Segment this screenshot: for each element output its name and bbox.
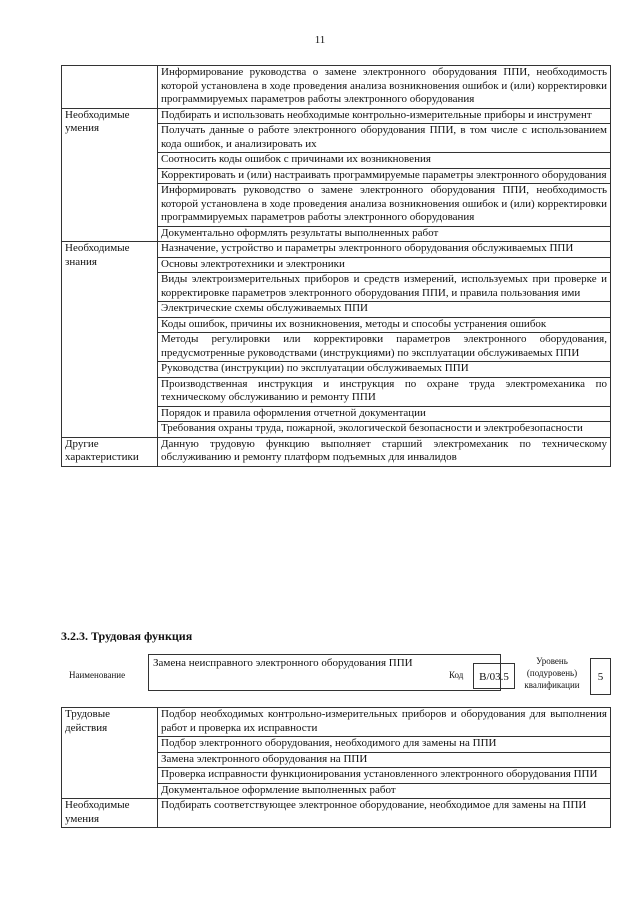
table-cell: Замена электронного оборудования на ППИ <box>158 752 611 768</box>
table-cell: Информировать руководство о замене электронного оборудования ППИ, необходимость которой установлена в ходе проведения анализа возникновения ошибок и (или) корректировки программируемых параметров работы электронного оборудования <box>158 184 611 227</box>
table-row <box>62 108 611 124</box>
table-cell: Требования охраны труда, пожарной, экологической безопасности и электробезопасности <box>158 422 611 438</box>
row-group-label: Другие характеристики <box>62 437 158 466</box>
table-cell: Руководства (инструкции) по эксплуатации обслуживаемых ППИ <box>158 362 611 378</box>
table-cell: Производственная инструкция и инструкция по охране труда электромеханика по техническому обслуживанию и ремонту ППИ <box>158 377 611 406</box>
table-bottom <box>61 707 611 828</box>
table-cell: Назначение, устройство и параметры электронного оборудования обслуживаемых ППИ <box>158 242 611 258</box>
page-number: 11 <box>314 34 326 46</box>
level-label: Уровень (подуровень) квалификации <box>524 656 580 690</box>
table-cell: Информирование руководства о замене электронного оборудования ППИ, необходимость которой установлена в ходе проведения анализа возникновения ошибок и (или) корректировки программируемых параметров работы электронного оборудования <box>158 66 611 109</box>
table-row <box>62 66 611 109</box>
table-cell: Проверка исправности функционирования установленного электронного оборудования ППИ <box>158 768 611 784</box>
row-group-label: Необходимые знания <box>62 242 158 438</box>
table-cell: Документальное оформление выполненных работ <box>158 783 611 799</box>
row-group-label <box>62 66 158 109</box>
code-label: Код <box>449 670 464 680</box>
row-group-label: Необходимые умения <box>62 108 158 242</box>
table-cell: Подбирать и использовать необходимые контрольно-измерительные приборы и инструмент <box>158 108 611 124</box>
table-cell: Основы электротехники и электроники <box>158 257 611 273</box>
name-value: Замена неисправного электронного оборудования ППИ <box>148 654 501 691</box>
section-title: 3.2.3. Трудовая функция <box>61 629 193 643</box>
table-row <box>62 242 611 258</box>
table-row <box>62 799 611 828</box>
table-cell: Данную трудовую функцию выполняет старший электромеханик по техническому обслуживанию и ремонту платформ подъемных для инвалидов <box>158 437 611 466</box>
table-cell: Электрические схемы обслуживаемых ППИ <box>158 302 611 318</box>
table-row <box>62 437 611 466</box>
function-header <box>61 654 611 700</box>
row-group-label: Необходимые умения <box>62 799 158 828</box>
name-label: Наименование <box>69 670 126 680</box>
table-row <box>62 708 611 737</box>
table-cell: Документально оформлять результаты выполненных работ <box>158 226 611 242</box>
table-cell: Коды ошибок, причины их возникновения, методы и способы устранения ошибок <box>158 317 611 333</box>
table-cell: Виды электроизмерительных приборов и средств измерений, используемых при проверке и корректировке параметров электронного оборудования ППИ, и правила пользования ими <box>158 273 611 302</box>
level-value: 5 <box>590 658 611 695</box>
row-group-label: Трудовые действия <box>62 708 158 799</box>
table-cell: Подбирать соответствующее электронное оборудование, необходимое для замены на ППИ <box>158 799 611 828</box>
table-top <box>61 65 611 467</box>
code-value: B/03.5 <box>473 663 515 689</box>
table-cell: Подбор электронного оборудования, необходимого для замены на ППИ <box>158 737 611 753</box>
table-cell: Подбор необходимых контрольно-измерительных приборов и оборудования для выполнения работ и проверка их исправности <box>158 708 611 737</box>
table-cell: Получать данные о работе электронного оборудования ППИ, в том числе с использованием кода ошибок, и анализировать их <box>158 124 611 153</box>
table-cell: Методы регулировки или корректировки параметров электронного оборудования, предусмотренные руководствами (инструкциями) по эксплуатации обслуживаемых ППИ <box>158 333 611 362</box>
table-cell: Соотносить коды ошибок с причинами их возникновения <box>158 153 611 169</box>
table-cell: Порядок и правила оформления отчетной документации <box>158 406 611 422</box>
table-cell: Корректировать и (или) настраивать программируемые параметры электронного оборудования <box>158 168 611 184</box>
